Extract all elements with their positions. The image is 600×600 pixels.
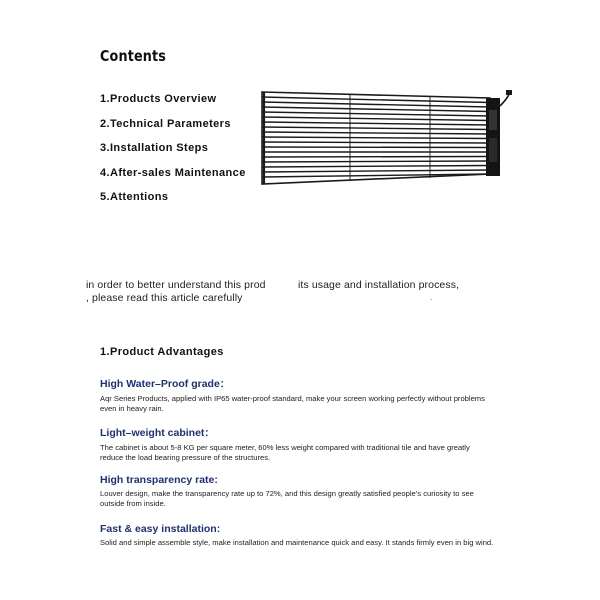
toc-item-after-sales-maintenance: 4.After-sales Maintenance [100,166,246,179]
feature-body: Aqr Series Products, applied with IP65 water-proof standard, make your screen working perfectly without problems even in heavy rain. [100,394,485,413]
feature-light-weight [100,425,495,462]
feature-transparency [100,474,495,508]
toc-item-installation-steps: 3.Installation Steps [100,142,209,154]
table-of-contents [100,92,246,215]
feature-body: Louver design, make the transparency rate up to 72%, and this design greatly satisfied people’s curiosity to see outside from inside. [100,489,474,508]
stray-dot: . [430,293,433,302]
feature-body: The cabinet is about 5-8 KG per square meter, 60% less weight compared with traditional tile and have greatly reduce the load bearing pressure of the structures. [100,443,470,462]
feature-heading: Fast & easy installation: [100,523,221,535]
feature-easy-installation [100,523,495,548]
led-louver-panel [262,92,490,184]
control-box [486,98,500,176]
toc-item-attentions: 5.Attentions [100,191,169,203]
feature-heading: High transparency rate: [100,474,218,486]
intro-text-line1-left: in order to better understand this prod [86,279,266,291]
product-photo [258,88,514,186]
feature-heading: High Water–Proof grade： [100,378,231,390]
contents-title: Contents [100,47,167,65]
intro-text-line2: , please read this article carefully [86,292,243,304]
feature-heading: Light–weight cabinet： [100,427,215,439]
intro-text-line1-right: its usage and installation process, [298,279,460,291]
feature-body: Solid and simple assemble style, make installation and maintenance quick and easy. It stands firmly even in big wind. [100,538,494,547]
feature-water-proof [100,376,495,413]
toc-item-technical-parameters: 2.Technical Parameters [100,117,231,130]
toc-item-products-overview: 1.Products Overview [100,93,217,105]
section-title: 1.Product Advantages [100,346,224,358]
